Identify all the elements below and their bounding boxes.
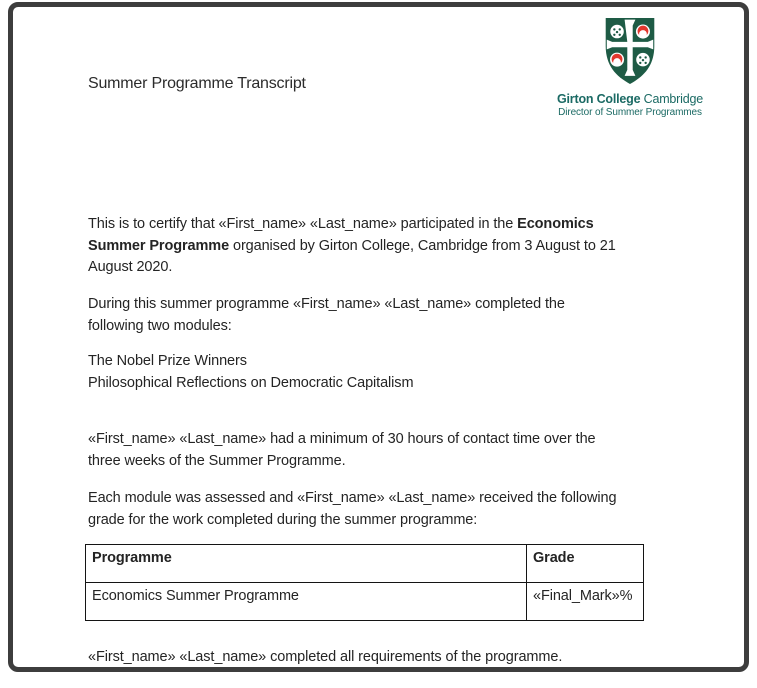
page-title: Summer Programme Transcript <box>88 75 306 92</box>
paragraph-line: three weeks of the Summer Programme. <box>88 452 346 469</box>
module-item: Philosophical Reflections on Democratic Capitalism <box>88 374 414 391</box>
girton-crest-icon <box>603 16 657 86</box>
paragraph-line <box>88 236 616 258</box>
certify-paragraph <box>88 214 616 279</box>
paragraph-line: grade for the work completed during the summer programme: <box>88 511 478 528</box>
table-row <box>86 583 644 621</box>
college-subtitle: Director of Summer Programmes <box>558 107 702 118</box>
text-run-bold: Summer Programme <box>88 237 230 254</box>
grades-table <box>85 544 644 621</box>
closing-paragraph <box>88 647 562 669</box>
text-run-bold: Economics <box>517 216 594 232</box>
paragraph-line: Each module was assessed and «First_name» «Last_name» received the following <box>88 490 617 506</box>
college-name-bold: Girton College <box>557 92 641 106</box>
paragraph-line <box>88 214 616 236</box>
paragraph-line: following two modules: <box>88 317 232 334</box>
contact-hours-paragraph <box>88 429 596 472</box>
college-logo <box>525 16 735 118</box>
table-header-grade: Grade <box>527 545 644 583</box>
table-cell-grade: «Final_Mark»% <box>527 583 644 621</box>
table-cell-programme: Economics Summer Programme <box>86 583 527 621</box>
paragraph-line: «First_name» «Last_name» had a minimum of 30 hours of contact time over the <box>88 431 596 447</box>
paragraph-line: «First_name» «Last_name» completed all requirements of the programme. <box>88 649 563 665</box>
module-list <box>88 351 413 394</box>
module-item: The Nobel Prize Winners <box>88 353 247 369</box>
college-wordmark <box>525 92 735 106</box>
text-run: This is to certify that «First_name» «Last_name» participated in the <box>88 216 518 232</box>
modules-intro-paragraph <box>88 294 565 337</box>
text-run: organised by Girton College, Cambridge from 3 August to 21 <box>229 237 616 254</box>
table-header-row <box>86 545 644 583</box>
paragraph-line: During this summer programme «First_name» «Last_name» completed the <box>88 296 565 312</box>
college-name-regular: Cambridge <box>640 92 703 106</box>
paragraph-line: August 2020. <box>88 259 173 275</box>
table-header-programme: Programme <box>86 545 527 583</box>
assessment-paragraph <box>88 488 616 531</box>
